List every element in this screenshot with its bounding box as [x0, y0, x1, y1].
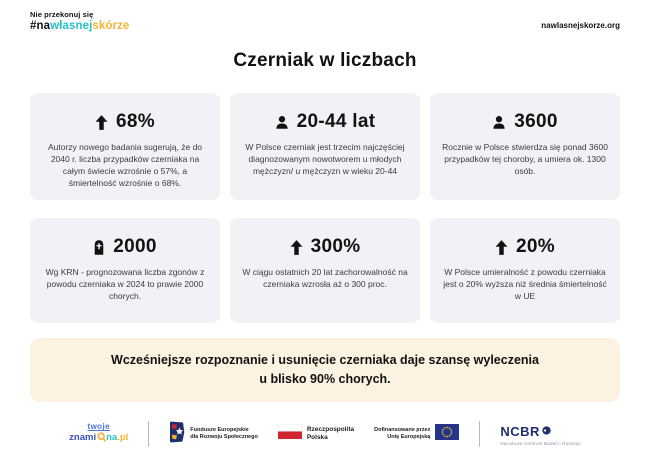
twoje-znamiona-logo	[69, 423, 128, 444]
poland-flag-icon	[278, 424, 302, 444]
campaign-logo-hashtag: #nawłasnejskórze	[30, 19, 130, 32]
stat-text: Rocznie w Polsce stwierdza się ponad 3600 przypadków tej choroby, a umiera ok. 1300 osób.	[442, 142, 608, 176]
stat-card-68-percent	[30, 93, 220, 200]
campaign-logo-tagline: Nie przekonuj się	[30, 10, 94, 19]
stat-card-20-percent	[430, 218, 620, 323]
eu-funds-flag-icon	[169, 421, 185, 448]
twoje-znamiona-line2: znami na .pl	[69, 432, 129, 444]
arrow-up-icon	[495, 240, 508, 255]
arrow-up-icon	[95, 115, 108, 130]
stat-card-3600	[430, 93, 620, 200]
stat-value: 3600	[514, 111, 558, 132]
stat-value: 300%	[310, 236, 361, 257]
stat-value: 20-44 lat	[296, 111, 376, 132]
stat-text: W Polsce czerniak jest trzecim najczęściej diagnozowanym nowotworem u młodych mężczyzn/ u mężczyzn w wieku 20-44	[245, 142, 405, 176]
arrow-up-icon	[290, 240, 303, 255]
key-message-text: Wcześniejsze rozpoznanie i usunięcie czerniaka daje szansę wyleczenia u blisko 90% chorych.	[111, 353, 539, 386]
campaign-logo	[30, 11, 129, 33]
eu-funds-logo	[169, 421, 258, 448]
stat-value: 20%	[516, 236, 555, 257]
stat-card-age-20-44	[230, 93, 420, 200]
stats-grid	[30, 93, 620, 323]
stat-value: 2000	[113, 236, 157, 257]
footer-logos	[0, 414, 650, 454]
ncbr-wordmark: NCBR	[500, 423, 540, 439]
key-message-banner	[30, 338, 620, 402]
tombstone-icon	[93, 239, 105, 255]
stat-text: Wg KRN - prognozowana liczba zgonów z powodu czerniaka w 2024 to prawie 2000 chorych.	[45, 267, 205, 301]
person-icon	[275, 115, 289, 130]
ncbr-logo	[500, 422, 580, 446]
stat-text: W Polsce umieralność z powodu czerniaka jest o 20% wyższa niż średnia śmiertelność w UE	[443, 267, 607, 301]
website-link[interactable]: nawlasnejskorze.org	[541, 21, 620, 30]
eu-funds-label: Fundusze Europejskie dla Rozwoju Społecznego	[190, 426, 258, 440]
stat-card-300-percent	[230, 218, 420, 323]
stat-text: Autorzy nowego badania sugerują, że do 2040 r. liczba przypadków czerniaka na całym świecie wzrośnie o 57%, a śmiertelność wzrośnie o 68%.	[47, 142, 203, 188]
eu-funding-logo	[374, 424, 459, 445]
footer-divider	[479, 421, 480, 447]
ncbr-subtitle: Narodowe Centrum Badań i Rozwoju	[500, 441, 581, 446]
footer-divider	[148, 421, 149, 447]
twoje-znamiona-line1: twoje	[87, 422, 110, 432]
stat-value: 68%	[116, 111, 155, 132]
ncbr-mark-icon	[542, 422, 551, 440]
stat-text: W ciągu ostatnich 20 lat zachorowalność na czerniaka wzrosła aż o 300 proc.	[242, 267, 408, 289]
stat-card-2000	[30, 218, 220, 323]
eu-flag-icon	[435, 424, 459, 445]
page-title: Czerniak w liczbach	[233, 50, 417, 71]
magnifier-icon	[97, 432, 106, 445]
person-icon	[492, 115, 506, 130]
poland-logo	[278, 424, 354, 444]
eu-funding-label: Dofinansowane przez Unię Europejską	[374, 426, 431, 440]
poland-label: Rzeczpospolita Polska	[306, 425, 355, 441]
